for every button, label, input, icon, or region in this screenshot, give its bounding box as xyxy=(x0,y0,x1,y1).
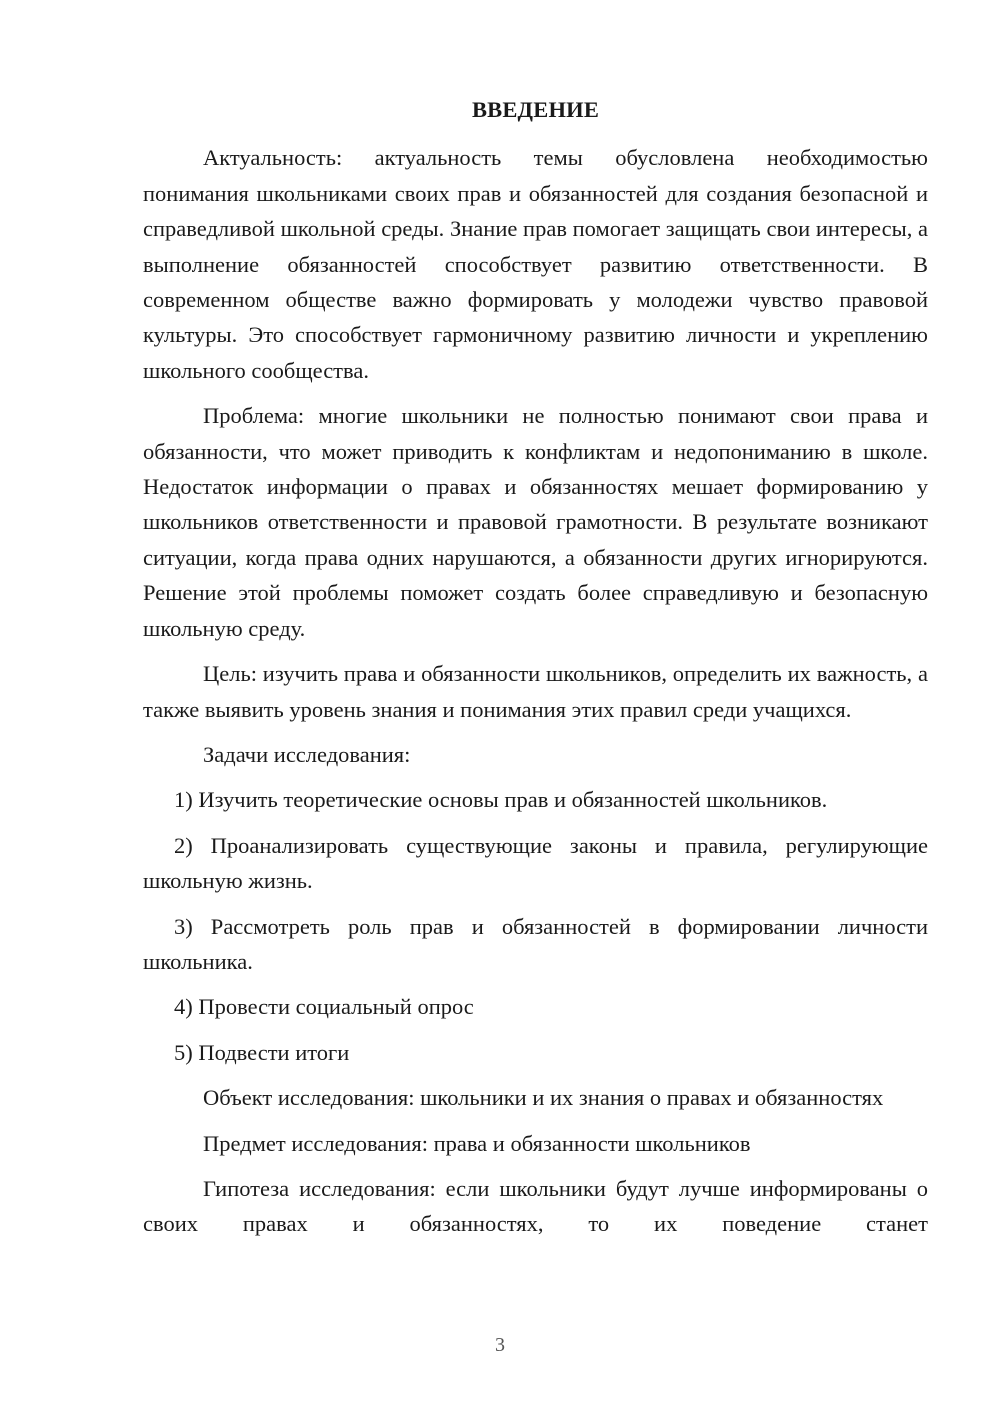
tasks-heading: Задачи исследования: xyxy=(203,741,411,767)
problem-paragraph: Проблема: многие школьники не полностью понимают свои права и обязанности, что может приводить к конфликтам и недопониманию в школе. Недостаток информации о правах и обязанностях мешает формированию у школьников ответственности и правовой грамотности. В результате возникают ситуации, когда права одних нарушаются, а обязанности других игнорируются. Решение этой проблемы поможет создать более справедливую и безопасную школьную среду. xyxy=(143,403,928,641)
page-content xyxy=(143,92,928,1252)
section-title: ВВЕДЕНИЕ xyxy=(471,97,600,122)
task-item-5: 5) Подвести итоги xyxy=(174,1039,350,1065)
goal-paragraph: Цель: изучить права и обязанности школьников, определить их важность, а также выявить уровень знания и понимания этих правил среди учащихся. xyxy=(143,661,928,722)
task-item-3: 3) Рассмотреть роль прав и обязанностей в формировании личности школьника. xyxy=(143,913,928,974)
hypothesis-paragraph: Гипотеза исследования: если школьники будут лучше информированы о своих правах и обязанностях, то их поведение станет xyxy=(143,1175,928,1237)
task-item-1: 1) Изучить теоретические основы прав и обязанностей школьников. xyxy=(174,787,828,813)
task-item-4: 4) Провести социальный опрос xyxy=(174,994,474,1020)
subject-paragraph: Предмет исследования: права и обязанности школьников xyxy=(203,1130,751,1156)
object-paragraph: Объект исследования: школьники и их знания о правах и обязанностях xyxy=(203,1085,884,1111)
relevance-paragraph: Актуальность: актуальность темы обусловлена необходимостью понимания школьниками своих прав и обязанностей для создания безопасной и справедливой школьной среды. Знание прав помогает защищать свои интересы, а выполнение обязанностей способствует развитию ответственности. В современном обществе важно формировать у молодежи чувство правовой культуры. Это способствует гармоничному развитию личности и укреплению школьного сообщества. xyxy=(143,145,928,383)
page-number: 3 xyxy=(495,1334,505,1356)
task-item-2: 2) Проанализировать существующие законы и правила, регулирующие школьную жизнь. xyxy=(143,832,928,894)
